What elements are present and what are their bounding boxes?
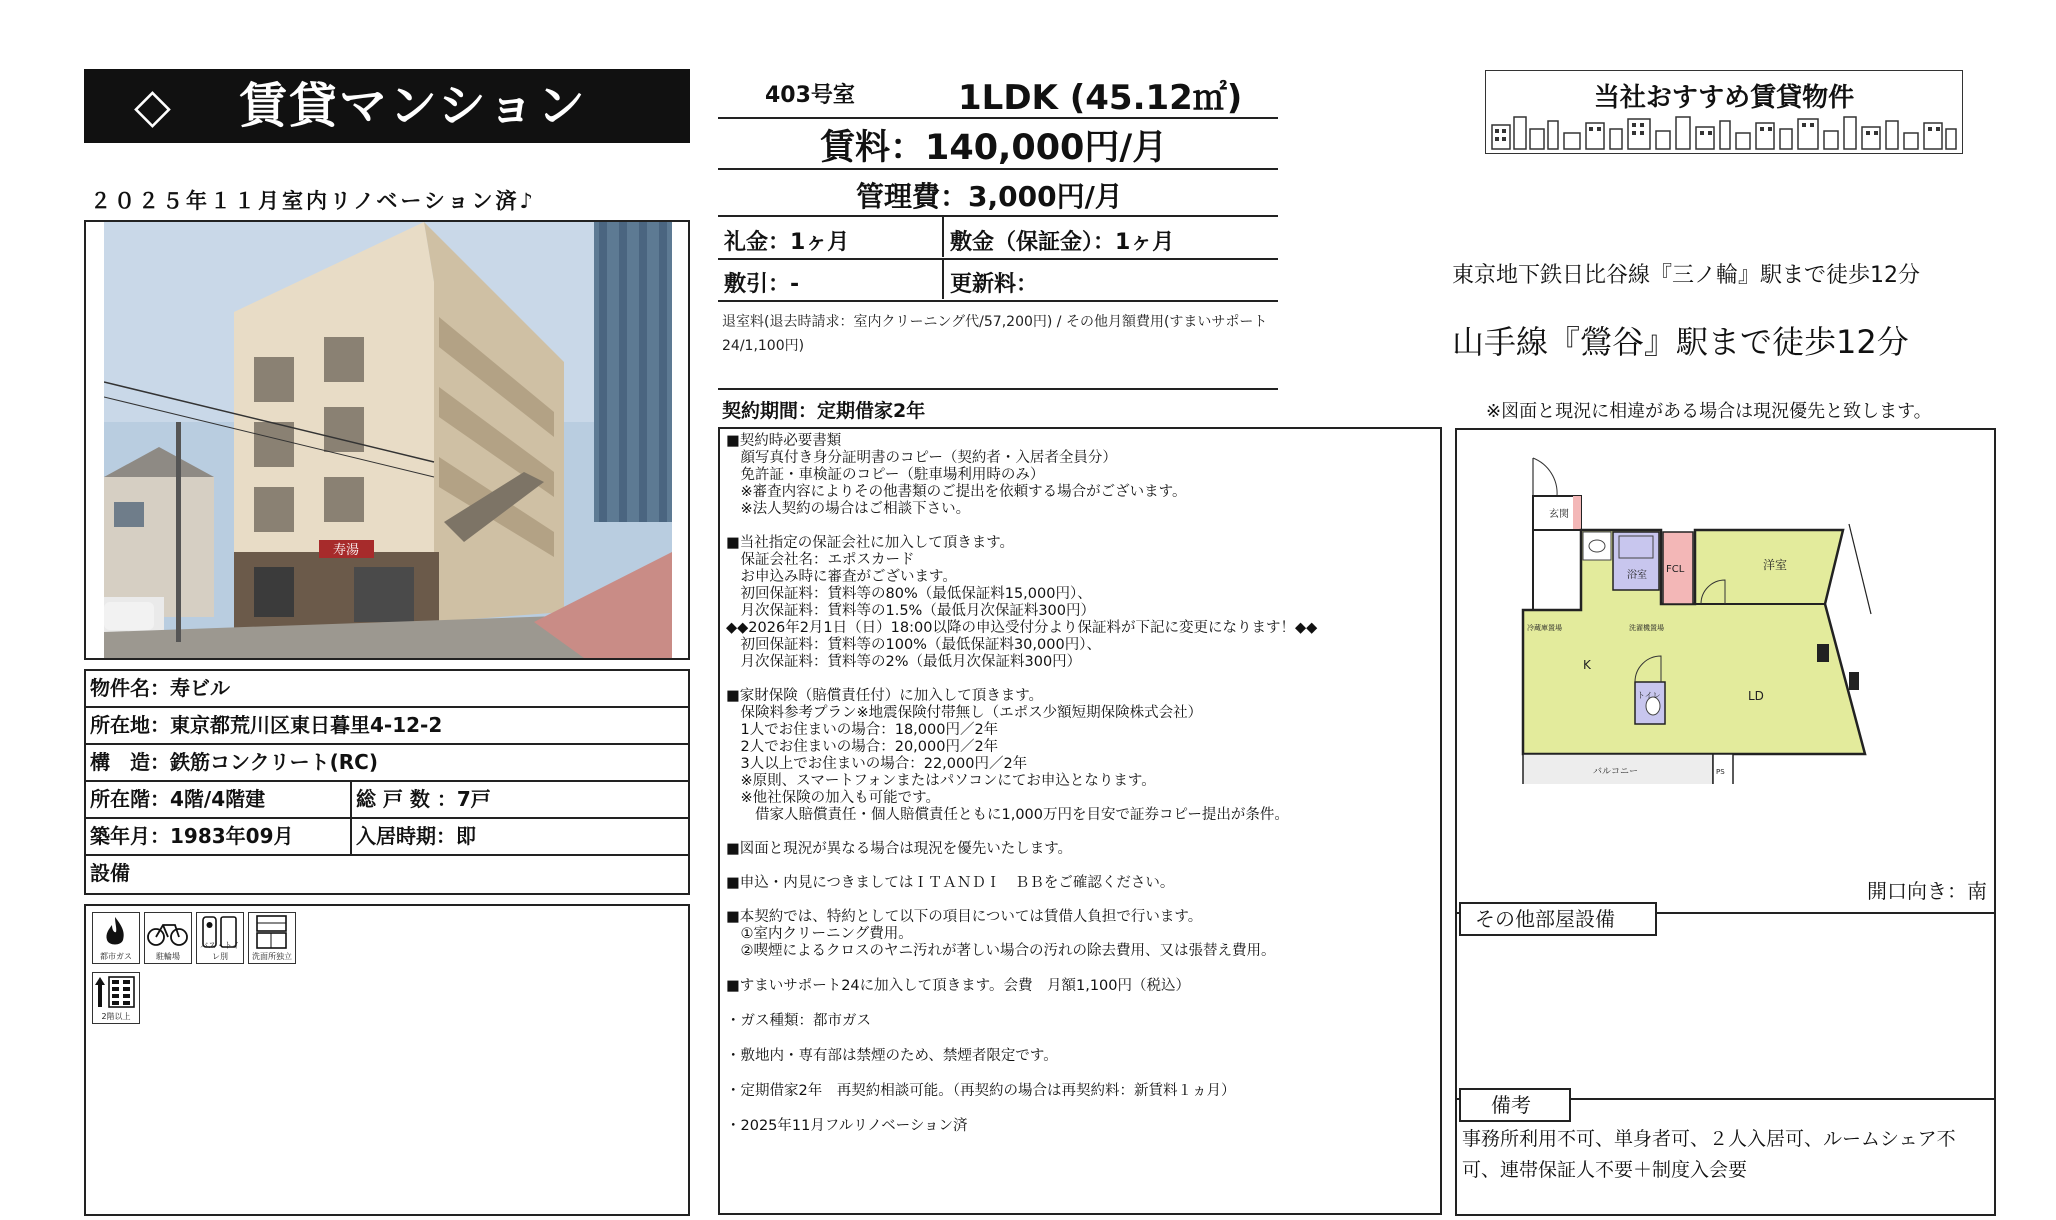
terms-line: ・2025年11月フルリノベーション済 [726, 1118, 968, 1134]
renewal-fee: 更新料： [950, 272, 1039, 297]
flame-icon: 都市ガス [92, 912, 140, 964]
floorplan-fridge: 冷蔵庫置場 [1527, 624, 1562, 632]
row-name [86, 671, 688, 708]
terms-spacer [726, 518, 1438, 535]
terms-spacer [726, 960, 1438, 978]
room-number: 403号室 [765, 83, 855, 108]
property-move-in: 入居時期：即 [356, 824, 476, 848]
renovation-note: ２０２５年１１月室内リノベーション済♪ [90, 189, 536, 213]
terms-line: ■すまいサポート24に加入して頂きます。会費 月額1,100円（税込） [726, 978, 1190, 994]
floorplan-toilet: トイレ [1637, 691, 1661, 700]
terms-text [726, 433, 1438, 1135]
terms-spacer [726, 1030, 1438, 1048]
terms-line: 2人でお住まいの場合：20,000円／2年 [726, 739, 999, 755]
divider [718, 388, 1278, 390]
floorplan-box [1455, 428, 1996, 1216]
key-money: 礼金：1ヶ月 [724, 230, 850, 255]
divider [718, 300, 1278, 302]
building-photo [84, 220, 690, 660]
terms-box [718, 427, 1442, 1215]
remarks-label: 備考 [1459, 1088, 1571, 1122]
terms-line: ■家財保険（賠償責任付）に加入して頂きます。 [726, 688, 1044, 704]
floorplan-bath: 浴室 [1627, 570, 1647, 581]
row-address [86, 708, 688, 745]
terms-line: ■当社指定の保証会社に加入して頂きます。 [726, 535, 1015, 551]
floorplan-kitchen: K [1583, 658, 1591, 672]
terms-line: 1人でお住まいの場合：18,000円／2年 [726, 722, 999, 738]
divider [718, 215, 1278, 217]
divider [942, 260, 944, 299]
row-structure [86, 745, 688, 782]
rent: 賃料：140,000円/月 [820, 128, 1168, 168]
skyline-icon [1490, 115, 1958, 151]
equipment-icons-box [84, 904, 690, 1216]
recommend-title: 当社おすすめ賃貸物件 [1593, 83, 1855, 113]
terms-spacer [726, 1100, 1438, 1118]
terms-line: 3人以上でお住まいの場合：22,000円／2年 [726, 756, 1028, 772]
terms-line: 借家人賠償責任・個人賠償責任ともに1,000万円を目安で証券コピー提出が条件。 [726, 807, 1289, 823]
row-floor [86, 782, 688, 819]
bicycle-icon: 駐輪場 [144, 912, 192, 964]
terms-line: ・敷地内・専有部は禁煙のため、禁煙者限定です。 [726, 1048, 1058, 1064]
terms-line: ①室内クリーニング費用。 [726, 926, 913, 942]
terms-line: お申込み時に審査がございます。 [726, 569, 957, 585]
terms-spacer [726, 824, 1438, 841]
floorplan-western-room: 洋室 [1763, 558, 1788, 572]
floorplan-washer: 洗濯機置場 [1629, 624, 1664, 632]
bath-toilet-icon: バス・トイレ別 [196, 912, 244, 964]
diamond-icon: ◇ [134, 78, 173, 134]
building-photo-image [104, 222, 672, 658]
terms-line: ②喫煙によるクロスのヤニ汚れが著しい場合の汚れの除去費用、又は張替え費用。 [726, 943, 1276, 959]
terms-line: 免許証・車検証のコピー（駐車場利用時のみ） [726, 467, 1045, 483]
shop-sign-text: 寿湯 [332, 543, 360, 558]
terms-line: ■申込・内見につきましてはＩＴＡＮＤＩ ＢＢをご確認ください。 [726, 875, 1175, 891]
terms-line: ・定期借家2年 再契約相談可能。（再契約の場合は再契約料：新賃料１ヵ月） [726, 1083, 1236, 1099]
contract-period: 契約期間：定期借家2年 [722, 400, 926, 422]
recommend-box [1485, 70, 1963, 154]
property-info-table [84, 669, 690, 895]
property-name: 物件名：寿ビル [90, 676, 230, 700]
access-line-2: 山手線『鶯谷』駅まで徒歩12分 [1452, 323, 1909, 361]
page-title: 賃貸マンション [239, 78, 587, 134]
divider [718, 258, 1278, 260]
terms-line: 保険料参考プラン※地震保険付帯無し（エポス少額短期保険株式会社） [726, 705, 1203, 721]
deposit: 敷金（保証金）：1ヶ月 [950, 230, 1175, 255]
floorplan-balcony: バルコニー [1593, 767, 1639, 777]
divider [718, 117, 1278, 119]
terms-line: ・ガス種類：都市ガス [726, 1013, 871, 1029]
floorplan-fcl: FCL [1666, 564, 1685, 575]
washbasin-icon: 洗面所独立 [248, 912, 296, 964]
terms-line: 初回保証料：賃料等の80%（最低保証料15,000円）、 [726, 586, 1092, 602]
management-fee: 管理費：3,000円/月 [856, 180, 1123, 213]
property-floor: 所在階：4階/4階建 [86, 782, 352, 817]
floorplan-drawing [1513, 454, 1913, 784]
property-units: 総 戸 数 ：7戸 [356, 787, 491, 811]
terms-line: 月次保証料：賃料等の2%（最低月次保証料300円） [726, 654, 1082, 670]
property-structure: 構 造：鉄筋コンクリート(RC) [90, 750, 378, 774]
other-fees-note: 退室料(退去時請求：室内クリーニング代/57,200円) / その他月額費用(すまいサポート24/1,100円) [722, 314, 1268, 354]
terms-line: 月次保証料：賃料等の1.5%（最低月次保証料300円） [726, 603, 1096, 619]
terms-line: ■図面と現況が異なる場合は現況を優先いたします。 [726, 841, 1073, 857]
room-layout: 1LDK (45.12㎡) [958, 78, 1243, 118]
divider [942, 217, 944, 257]
terms-spacer [726, 1065, 1438, 1083]
terms-line: ※審査内容によりその他書類のご提出を依頼する場合がございます。 [726, 484, 1187, 500]
remarks-text: 事務所利用不可、単身者可、２人入居可、ルームシェア不可、連帯保証人不要＋制度入会要 [1462, 1128, 1956, 1181]
orientation: 開口向き：南 [1867, 879, 1987, 903]
other-equipment-label: その他部屋設備 [1459, 902, 1657, 936]
equipment-label: 設備 [90, 861, 130, 885]
terms-line: 初回保証料：賃料等の100%（最低保証料30,000円）、 [726, 637, 1101, 653]
access-line-1: 東京地下鉄日比谷線『三ノ輪』駅まで徒歩12分 [1452, 263, 1920, 288]
floorplan-genkan: 玄関 [1549, 509, 1569, 520]
terms-spacer [726, 671, 1438, 688]
terms-line: ■本契約では、特約として以下の項目については賃借人負担で行います。 [726, 909, 1203, 925]
divider [718, 168, 1278, 170]
disclaimer: ※図面と現況に相違がある場合は現況優先と致します。 [1486, 401, 1932, 422]
property-built: 築年月：1983年09月 [86, 819, 352, 854]
terms-spacer [726, 858, 1438, 875]
floorplan-ps: PS [1716, 768, 1725, 776]
terms-line: ※原則、スマートフォンまたはパソコンにてお申込となります。 [726, 773, 1156, 789]
terms-line: 保証会社名：エポスカード [726, 552, 915, 568]
floorplan-ld: LD [1748, 689, 1764, 703]
building-floor-icon: 2階以上 [92, 972, 140, 1024]
terms-line: 顔写真付き身分証明書のコピー（契約者・入居者全員分） [726, 450, 1117, 466]
terms-line: ■契約時必要書類 [726, 433, 842, 449]
terms-line: ◆◆2026年2月1日（日）18:00以降の申込受付分より保証料が下記に変更になります！◆◆ [726, 620, 1318, 636]
row-built [86, 819, 688, 856]
terms-line: ※他社保険の加入も可能です。 [726, 790, 940, 806]
row-equipment [86, 856, 688, 893]
terms-spacer [726, 892, 1438, 909]
title-banner [84, 69, 690, 143]
terms-spacer [726, 995, 1438, 1013]
property-address: 所在地：東京都荒川区東日暮里4-12-2 [90, 713, 443, 737]
terms-line: ※法人契約の場合はご相談下さい。 [726, 501, 971, 517]
deduction: 敷引：- [724, 272, 800, 297]
